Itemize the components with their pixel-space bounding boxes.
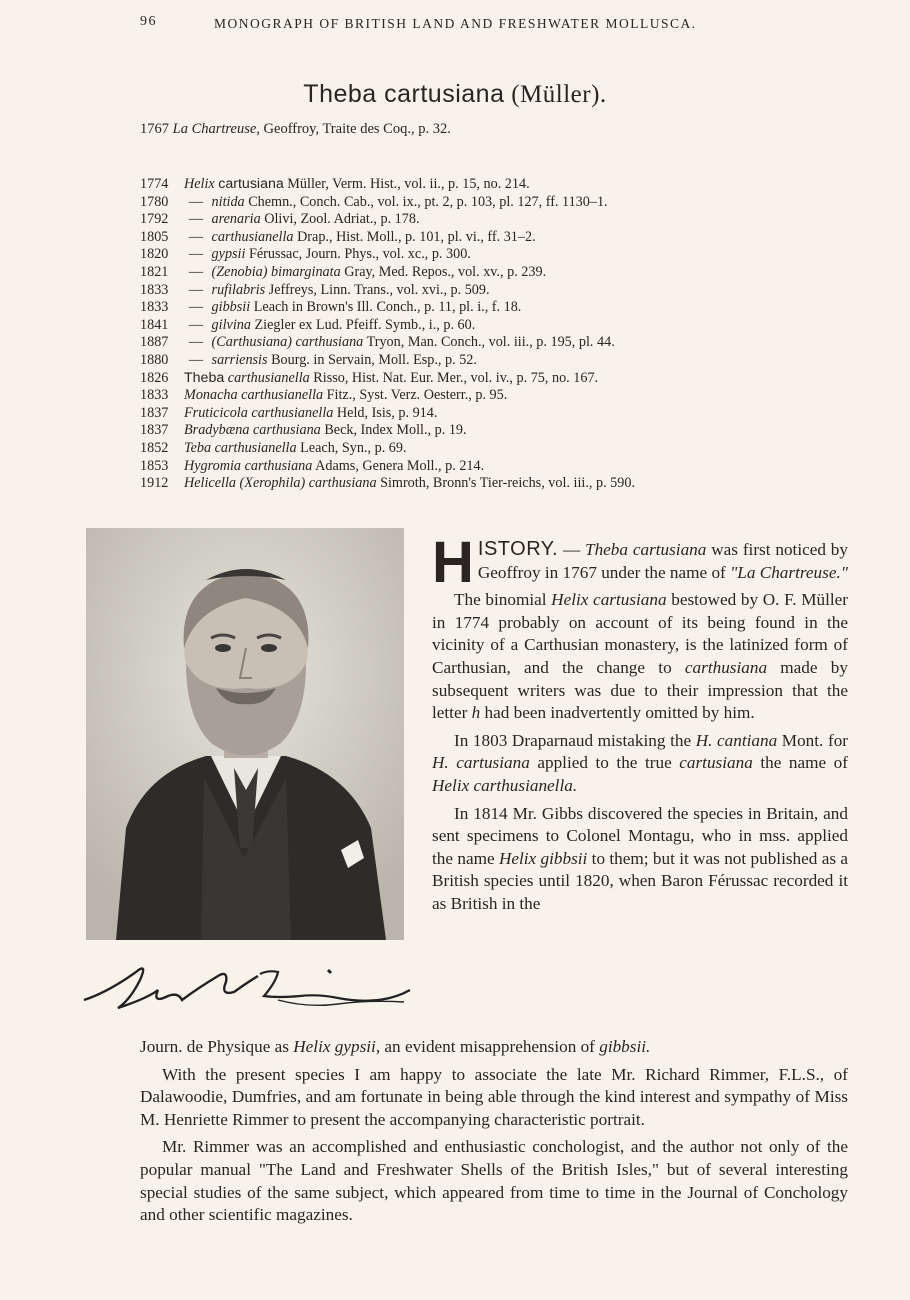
drop-cap: H xyxy=(432,530,474,595)
p2-text-a: The binomial xyxy=(454,590,552,610)
p3-italic-2: H. cartusiana xyxy=(432,753,530,773)
synonym-year: 1833 xyxy=(140,281,169,298)
synonym-genus: Hygromia xyxy=(184,457,242,474)
synonym-row xyxy=(140,299,860,317)
synonym-name: gilvina xyxy=(211,316,251,333)
synonym-row xyxy=(140,246,860,264)
synonym-year: 1833 xyxy=(140,387,169,404)
synonym-row xyxy=(140,334,860,352)
synonym-year: 1792 xyxy=(140,211,169,228)
synonym-year: 1820 xyxy=(140,246,169,263)
p1-text: was first noticed by Geoffroy in 1767 under the name of xyxy=(477,540,848,582)
history-heading: ISTORY. xyxy=(477,538,559,560)
p3-text-c: applied to the true xyxy=(529,753,680,773)
history-para-1 xyxy=(432,530,848,595)
synonym-citation: Jeffreys, Linn. Trans., vol. xvi., p. 509. xyxy=(265,281,490,298)
synonym-name: carthusianella xyxy=(214,439,297,456)
synonym-name: carthusianella xyxy=(241,387,324,404)
synonym-year: 1780 xyxy=(140,193,169,210)
synonym-citation: Müller, Verm. Hist., vol. ii., p. 15, no. 214. xyxy=(283,176,530,192)
ditto-dash: — xyxy=(188,246,204,263)
p4-italic-3: gibbsii. xyxy=(599,1037,651,1056)
signature xyxy=(78,952,418,1022)
history-para-4-continued xyxy=(140,1036,848,1059)
synonym-row xyxy=(140,176,860,194)
synonym-row xyxy=(140,440,860,458)
p4-text-b: to them; but it was not published as a British species until 1820, when Baron Férussac recorded it as British in the xyxy=(432,848,848,913)
first-reference xyxy=(140,121,451,138)
synonym-year: 1853 xyxy=(140,457,169,474)
synonym-year: 1837 xyxy=(140,404,169,421)
synonym-citation: Ziegler ex Lud. Pfeiff. Symb., i., p. 60. xyxy=(250,316,476,333)
p2-italic-3: h xyxy=(471,703,481,723)
synonym-year: 1805 xyxy=(140,228,169,245)
p4-italic-2: Helix gypsii, xyxy=(293,1037,381,1056)
synonym-genus: Teba xyxy=(184,439,212,456)
synonym-year: 1912 xyxy=(140,475,169,492)
heading-dash: — xyxy=(558,540,586,559)
p4-text-d: an evident misapprehension of xyxy=(380,1037,600,1056)
synonym-citation: Fitz., Syst. Verz. Oesterr., p. 95. xyxy=(323,387,508,404)
synonymy-list xyxy=(140,176,860,493)
synonym-year: 1841 xyxy=(140,316,169,333)
ditto-dash: — xyxy=(188,193,204,210)
synonym-row xyxy=(140,422,860,440)
synonym-name: (Zenobia) bimarginata xyxy=(211,263,341,280)
synonym-row xyxy=(140,194,860,212)
history-para-6: Mr. Rimmer was an accomplished and enthusiastic conchologist, and the author not only of the popular manual "The Land and Freshwater Shells of the British Isles," but of several interesting special studies of the same subject, which appeared from time to time in the Journal of Conchology and other scientific magazines. xyxy=(140,1137,848,1225)
synonym-year: 1821 xyxy=(140,263,169,280)
ditto-dash: — xyxy=(188,263,204,280)
ditto-dash: — xyxy=(188,351,204,368)
p3-italic-3: cartusiana xyxy=(679,753,753,773)
synonym-citation: Férussac, Journ. Phys., vol. xc., p. 300. xyxy=(245,246,471,263)
synonym-row xyxy=(140,264,860,282)
ditto-dash: — xyxy=(188,228,204,245)
p1-italic: Theba cartusiana xyxy=(585,540,707,559)
synonym-row xyxy=(140,211,860,229)
p4-italic-1: Helix gibbsii xyxy=(498,848,588,868)
synonym-citation: Drap., Hist. Moll., p. 101, pl. vi., ff. 31–2. xyxy=(293,228,536,245)
synonym-year: 1833 xyxy=(140,299,169,316)
synonym-name: (Xerophila) carthusiana xyxy=(239,475,377,492)
ref-name: La Chartreuse, xyxy=(172,121,260,137)
synonym-name: gibbsii xyxy=(211,299,251,316)
synonym-citation: Leach in Brown's Ill. Conch., p. 11, pl. i., f. 18. xyxy=(250,299,522,316)
synonym-row xyxy=(140,458,860,476)
synonym-name: carthusiana xyxy=(244,457,313,474)
synonym-citation: Bourg. in Servain, Moll. Esp., p. 52. xyxy=(267,351,477,368)
synonym-citation: Chemn., Conch. Cab., vol. ix., pt. 2, p. 103, pl. 127, ff. 1130–1. xyxy=(244,193,608,210)
synonym-citation: Leach, Syn., p. 69. xyxy=(296,439,407,456)
portrait-photo xyxy=(86,528,404,940)
synonym-year: 1826 xyxy=(140,369,169,386)
p3-italic-1: H. cantiana xyxy=(695,730,778,750)
ditto-dash: — xyxy=(188,299,204,316)
ditto-dash: — xyxy=(188,211,204,228)
synonym-genus: Theba xyxy=(184,369,225,386)
p3-italic-4: Helix carthusianella. xyxy=(432,775,578,795)
synonym-name: sarriensis xyxy=(211,351,268,368)
p2-text-b: bestowed by O. F. Müller in 1774 probably on account of its being found in the vicinity of a Carthusian monastery, is the latinized form of Carthusian, and the change to xyxy=(432,590,849,677)
p2-italic-1: Helix cartusiana xyxy=(551,590,667,610)
synonym-name: carthusiana xyxy=(252,422,321,439)
portrait-illustration xyxy=(86,528,404,940)
ref-year: 1767 xyxy=(140,121,169,137)
p2-italic-2: carthusiana xyxy=(684,657,768,677)
synonym-citation: Adams, Genera Moll., p. 214. xyxy=(312,457,485,474)
history-para-2 xyxy=(432,589,848,725)
page-number: 96 xyxy=(140,14,157,29)
ditto-dash: — xyxy=(188,281,204,298)
synonym-genus: Bradybæna xyxy=(184,422,250,439)
synonym-genus: Helix xyxy=(184,176,215,192)
synonym-name: carthusianella xyxy=(227,369,310,386)
synonym-row xyxy=(140,370,860,388)
history-full-width xyxy=(140,1036,848,1227)
synonym-citation: Risso, Hist. Nat. Eur. Mer., vol. iv., p. 75, no. 167. xyxy=(309,369,599,386)
p3-text-a: In 1803 Draparnaud mistaking the xyxy=(454,730,696,750)
synonym-year: 1880 xyxy=(140,351,169,368)
history-para-5: With the present species I am happy to associate the late Mr. Richard Rimmer, F.L.S., of Dalawoodie, Dumfries, and am fortunate in being able through the kind interest and sympathy of Miss M. Henriette Rimmer to present the accompanying characteristic portrait. xyxy=(140,1064,848,1129)
synonym-row xyxy=(140,352,860,370)
synonym-year: 1837 xyxy=(140,422,169,439)
synonym-row xyxy=(140,475,860,493)
synonym-name: arenaria xyxy=(211,211,261,228)
history-column xyxy=(432,530,849,916)
synonym-row xyxy=(140,317,860,335)
p3-text-b: Mont. for xyxy=(777,730,849,750)
synonym-row xyxy=(140,282,860,300)
synonym-citation: Beck, Index Moll., p. 19. xyxy=(320,422,467,439)
ditto-dash: — xyxy=(188,334,204,351)
synonym-citation: Tryon, Man. Conch., vol. iii., p. 195, pl. 44. xyxy=(363,334,615,351)
synonym-row xyxy=(140,405,860,423)
running-title: MONOGRAPH OF BRITISH LAND AND FRESHWATER MOLLUSCA. xyxy=(214,16,697,31)
synonym-year: 1774 xyxy=(140,176,169,192)
synonym-citation: Simroth, Bronn's Tier-reichs, vol. iii., p. 590. xyxy=(376,475,635,492)
synonym-citation: Olivi, Zool. Adriat., p. 178. xyxy=(260,211,420,228)
species-title xyxy=(0,80,910,109)
ditto-dash: — xyxy=(188,316,204,333)
synonym-row xyxy=(140,387,860,405)
synonym-citation: Gray, Med. Repos., vol. xv., p. 239. xyxy=(340,263,547,280)
synonym-name: (Carthusiana) carthusiana xyxy=(211,334,364,351)
synonym-name: rufilabris xyxy=(211,281,266,298)
p4-text-c: Journ. de Physique as xyxy=(140,1037,294,1056)
synonym-genus: Helicella xyxy=(184,475,236,492)
synonym-genus: Monacha xyxy=(184,387,238,404)
p2-text-c: made by subsequent writers was due to their impression that the letter xyxy=(432,657,848,723)
synonym-citation: Held, Isis, p. 914. xyxy=(333,404,438,421)
synonym-name: carthusianella xyxy=(251,404,334,421)
synonym-row xyxy=(140,229,860,247)
synonym-name: cartusiana xyxy=(218,176,284,192)
p1-quote: "La Chartreuse." xyxy=(730,562,848,582)
synonym-genus: Fruticicola xyxy=(184,404,248,421)
synonym-year: 1852 xyxy=(140,439,169,456)
synonym-year: 1887 xyxy=(140,334,169,351)
p3-text-d: the name of xyxy=(752,753,848,773)
history-para-3 xyxy=(432,730,848,798)
synonym-name: nitida xyxy=(211,193,245,210)
species-authority: (Müller). xyxy=(511,81,607,108)
synonym-name: carthusianella xyxy=(211,228,294,245)
history-para-4 xyxy=(432,803,848,916)
ref-citation: Geoffroy, Traite des Coq., p. 32. xyxy=(259,121,451,137)
p4-text-a: In 1814 Mr. Gibbs discovered the species in Britain, and sent specimens to Colonel Montagu, who in mss. applied the name xyxy=(432,803,848,868)
species-name: Theba cartusiana xyxy=(303,80,505,108)
synonym-name: gypsii xyxy=(211,246,246,263)
p2-text-d: had been inadvertently omitted by him. xyxy=(480,703,755,723)
